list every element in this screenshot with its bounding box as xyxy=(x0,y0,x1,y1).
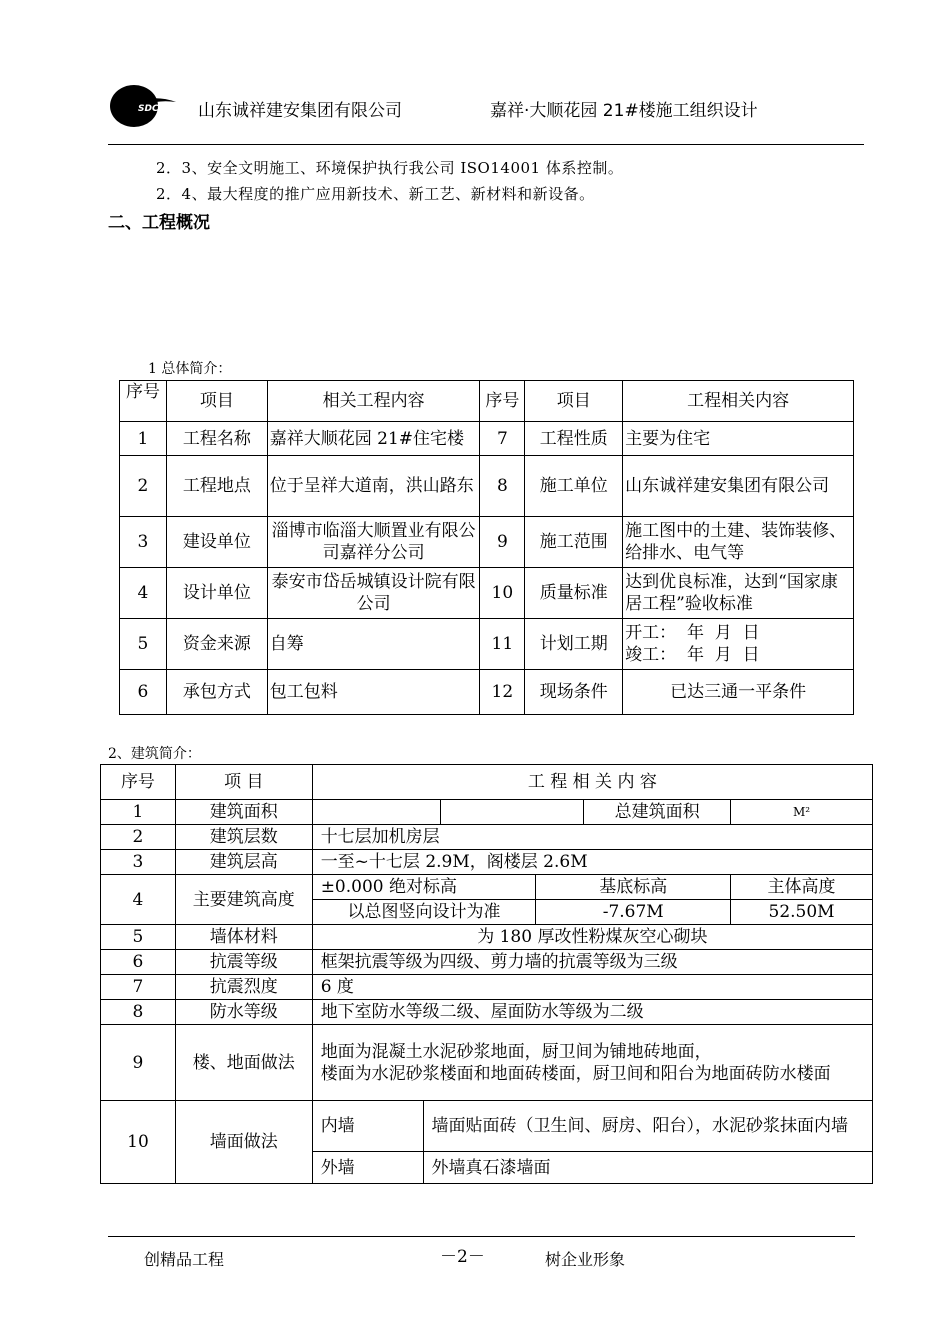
table-row xyxy=(120,619,854,670)
overview-table xyxy=(119,380,854,715)
document-title: 嘉祥·大顺花园 21#楼施工组织设计 xyxy=(490,101,758,121)
header-rule xyxy=(108,144,864,145)
table-row xyxy=(101,950,873,975)
company-name: 山东诚祥建安集团有限公司 xyxy=(198,101,402,121)
cell-no: 8 xyxy=(101,1000,176,1025)
cell-sublabel: 外墙 xyxy=(312,1152,423,1184)
cell-label: 总建筑面积 xyxy=(584,800,731,825)
table-row xyxy=(120,517,854,568)
table1-caption: 1 总体简介： xyxy=(148,361,232,377)
header-cell: 序号 xyxy=(120,381,167,422)
cell-content: 为 180 厚改性粉煤灰空心砌块 xyxy=(312,925,872,950)
table-row xyxy=(101,875,873,900)
building-table xyxy=(100,764,873,1184)
table-header-row xyxy=(120,381,854,422)
table-row xyxy=(101,1025,873,1101)
table-row xyxy=(101,1101,873,1152)
table-row xyxy=(101,825,873,850)
cell-no: 4 xyxy=(101,875,176,925)
end-date: 竣工： 年 月 日 xyxy=(625,645,760,665)
cell-subheader: 主体高度 xyxy=(731,875,873,900)
cell-content: 淄博市临淄大顺置业有限公司嘉祥分公司 xyxy=(267,517,480,568)
cell-content: 框架抗震等级为四级、剪力墙的抗震等级为三级 xyxy=(312,950,872,975)
cell-value: 以总图竖向设计为准 xyxy=(312,900,536,925)
cell-item: 施工范围 xyxy=(525,517,623,568)
cell-content: 泰安市岱岳城镇设计院有限公司 xyxy=(267,568,480,619)
cell-item: 现场条件 xyxy=(525,670,623,715)
cell-item: 承包方式 xyxy=(166,670,267,715)
cell-schedule xyxy=(623,619,854,670)
table2-caption: 2、建筑简介： xyxy=(108,746,201,762)
cell-item: 工程名称 xyxy=(166,422,267,456)
cell-content: 施工图中的土建、装饰装修、给排水、电气等 xyxy=(623,517,854,568)
table-header-row xyxy=(101,765,873,800)
cell-no: 10 xyxy=(480,568,525,619)
footer-slogan-left: 创精品工程 xyxy=(144,1250,225,1269)
cell-empty xyxy=(440,800,584,825)
cell-content: 自筹 xyxy=(267,619,480,670)
cell-no: 11 xyxy=(480,619,525,670)
cell-item: 建筑层数 xyxy=(175,825,312,850)
cell-no: 2 xyxy=(120,456,167,517)
cell-item: 防水等级 xyxy=(175,1000,312,1025)
cell-content: 嘉祥大顺花园 21#住宅楼 xyxy=(267,422,480,456)
cell-no: 8 xyxy=(480,456,525,517)
table-row xyxy=(120,456,854,517)
section-title: 二、工程概况 xyxy=(108,213,210,233)
svg-text:SDCX: SDCX xyxy=(138,104,166,114)
cell-content: 主要为住宅 xyxy=(623,422,854,456)
cell-no: 1 xyxy=(120,422,167,456)
cell-no: 3 xyxy=(120,517,167,568)
cell-item: 楼、地面做法 xyxy=(175,1025,312,1101)
cell-value: 52.50M xyxy=(731,900,873,925)
header-cell: 序号 xyxy=(480,381,525,422)
cell-empty xyxy=(312,800,440,825)
cell-content: 包工包料 xyxy=(267,670,480,715)
header-cell: 工 程 相 关 内 容 xyxy=(312,765,872,800)
header-cell: 项 目 xyxy=(175,765,312,800)
cell-unit: M² xyxy=(731,800,873,825)
cell-content: 山东诚祥建安集团有限公司 xyxy=(623,456,854,517)
cell-no: 5 xyxy=(101,925,176,950)
table-row xyxy=(101,975,873,1000)
floor-line-2: 楼面为水泥砂浆楼面和地面砖楼面，厨卫间和阳台为地面砖防水楼面 xyxy=(320,1063,831,1084)
cell-content: 十七层加机房层 xyxy=(312,825,872,850)
header-cell: 序号 xyxy=(101,765,176,800)
footer-slogan-right: 树企业形象 xyxy=(545,1250,626,1269)
cell-subheader: ±0.000 绝对标高 xyxy=(312,875,536,900)
table-row xyxy=(101,1000,873,1025)
header-cell: 相关工程内容 xyxy=(267,381,480,422)
table-row xyxy=(101,800,873,825)
cell-sublabel: 内墙 xyxy=(312,1101,423,1152)
cell-item: 工程地点 xyxy=(166,456,267,517)
cell-content: 一至~十七层 2.9M，阁楼层 2.6M xyxy=(312,850,872,875)
cell-content: 地下室防水等级二级、屋面防水等级为二级 xyxy=(312,1000,872,1025)
cell-item: 建设单位 xyxy=(166,517,267,568)
table-row xyxy=(120,568,854,619)
cell-no: 12 xyxy=(480,670,525,715)
cell-no: 9 xyxy=(101,1025,176,1101)
cell-item: 墙体材料 xyxy=(175,925,312,950)
cell-content: 外墙真石漆墙面 xyxy=(423,1152,872,1184)
cell-no: 2 xyxy=(101,825,176,850)
cell-item: 建筑层高 xyxy=(175,850,312,875)
cell-no: 7 xyxy=(101,975,176,1000)
cell-no: 6 xyxy=(101,950,176,975)
table-row xyxy=(120,670,854,715)
header-cell: 项目 xyxy=(525,381,623,422)
floor-line-1: 地面为混凝土水泥砂浆地面，厨卫间为铺地砖地面， xyxy=(320,1041,712,1062)
cell-item: 抗震烈度 xyxy=(175,975,312,1000)
cell-item: 墙面做法 xyxy=(175,1101,312,1184)
cell-item: 资金来源 xyxy=(166,619,267,670)
cell-no: 7 xyxy=(480,422,525,456)
cell-content: 墙面贴面砖（卫生间、厨房、阳台），水泥砂浆抹面内墙 xyxy=(423,1101,872,1152)
cell-subheader: 基底标高 xyxy=(536,875,731,900)
cell-no: 5 xyxy=(120,619,167,670)
cell-item: 设计单位 xyxy=(166,568,267,619)
cell-item: 质量标准 xyxy=(525,568,623,619)
page-number: －2－ xyxy=(440,1247,485,1267)
cell-no: 4 xyxy=(120,568,167,619)
cell-content: 6 度 xyxy=(312,975,872,1000)
cell-item: 施工单位 xyxy=(525,456,623,517)
cell-no: 1 xyxy=(101,800,176,825)
cell-content: 位于呈祥大道南，洪山路东 xyxy=(267,456,480,517)
cell-item: 抗震等级 xyxy=(175,950,312,975)
cell-no: 6 xyxy=(120,670,167,715)
header-cell: 项目 xyxy=(166,381,267,422)
cell-value: -7.67M xyxy=(536,900,731,925)
table-row xyxy=(101,925,873,950)
company-logo xyxy=(108,84,178,128)
footer-rule xyxy=(108,1236,855,1237)
cell-item: 工程性质 xyxy=(525,422,623,456)
cell-item: 建筑面积 xyxy=(175,800,312,825)
table-row xyxy=(120,422,854,456)
paragraph-2-4: 2．4、最大程度的推广应用新技术、新工艺、新材料和新设备。 xyxy=(156,185,595,203)
cell-item: 计划工期 xyxy=(525,619,623,670)
cell-content xyxy=(312,1025,872,1101)
header-cell: 工程相关内容 xyxy=(623,381,854,422)
cell-item: 主要建筑高度 xyxy=(175,875,312,925)
cell-no: 9 xyxy=(480,517,525,568)
start-date: 开工： 年 月 日 xyxy=(625,623,760,643)
table-row xyxy=(101,850,873,875)
cell-no: 3 xyxy=(101,850,176,875)
paragraph-2-3: 2．3、安全文明施工、环境保护执行我公司 ISO14001 体系控制。 xyxy=(156,159,624,177)
cell-no: 10 xyxy=(101,1101,176,1184)
cell-content: 已达三通一平条件 xyxy=(623,670,854,715)
cell-content: 达到优良标准，达到“国家康居工程”验收标准 xyxy=(623,568,854,619)
